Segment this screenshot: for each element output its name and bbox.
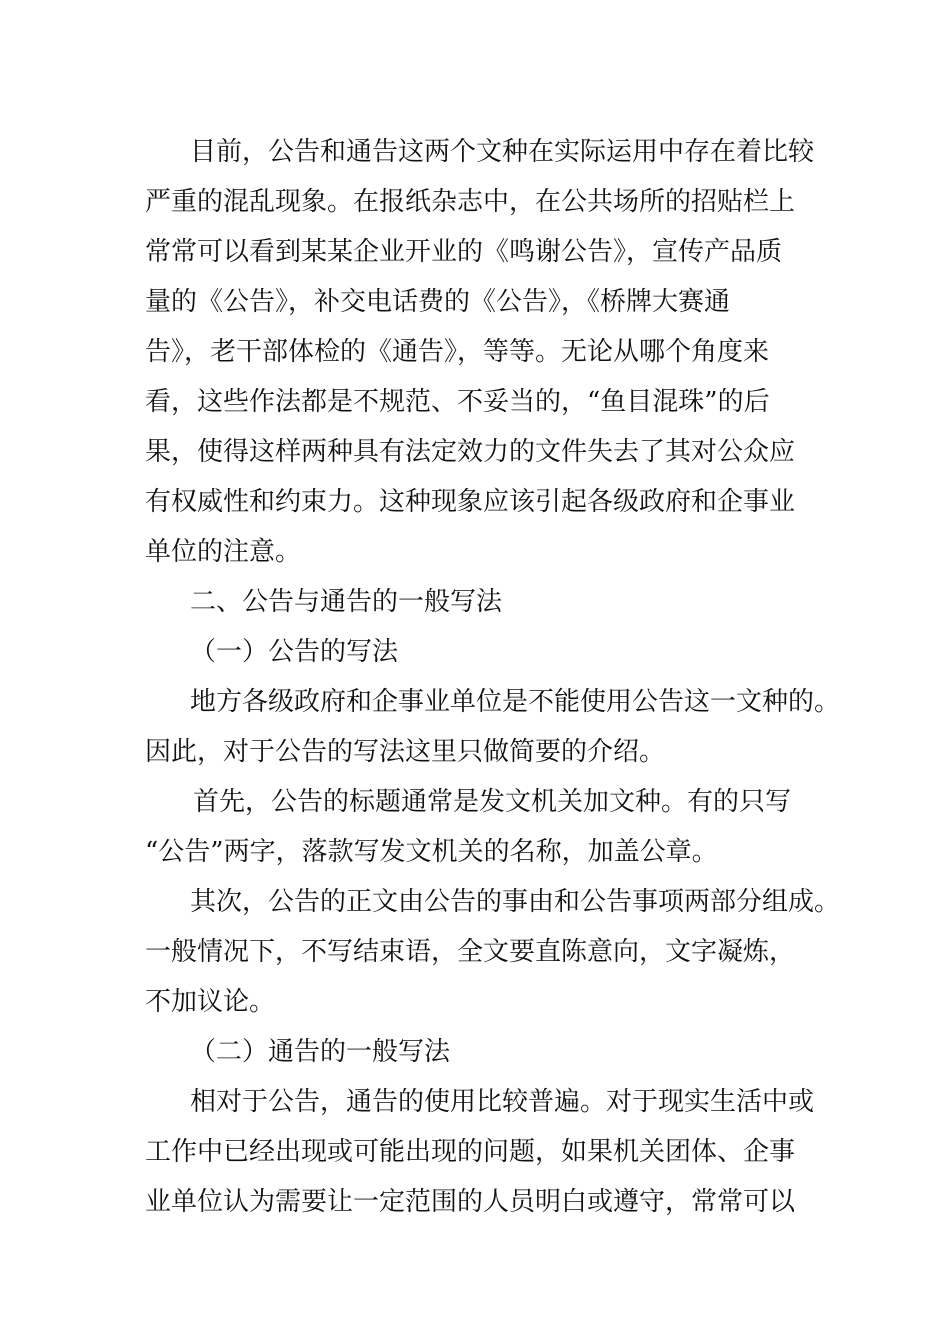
text-line: 首先，公告的标题通常是发文机关加文种。有的只写 [193, 787, 792, 817]
text-line: 不加议论。 [145, 987, 276, 1017]
text-line: 其次，公告的正文由公告的事由和公告事项两部分组成。 [190, 887, 841, 917]
subsection-heading: （一）公告的写法 [190, 637, 399, 667]
text-line: 地方各级政府和企事业单位是不能使用公告这一文种的。 [190, 687, 841, 717]
text-line: 果，使得这样两种具有法定效力的文件失去了其对公众应 [145, 437, 796, 467]
text-line: 告》，老干部体检的《通告》，等等。无论从哪个角度来 [145, 337, 770, 367]
text-line: 因此，对于公告的写法这里只做简要的介绍。 [145, 737, 666, 767]
text-line: 量的《公告》，补交电话费的《公告》，《桥牌大赛通 [145, 287, 731, 317]
text-line: 相对于公告，通告的使用比较普遍。对于现实生活中或 [190, 1087, 815, 1117]
text-line: “公告”两字，落款写发文机关的名称，加盖公章。 [145, 837, 718, 867]
text-line: 常常可以看到某某企业开业的《鸣谢公告》，宣传产品质 [145, 237, 783, 267]
text-line: 一般情况下，不写结束语，全文要直陈意向，文字凝炼， [145, 937, 796, 967]
text-line: 看，这些作法都是不规范、不妥当的，“鱼目混珠”的后 [145, 387, 770, 417]
subsection-heading: （二）通告的一般写法 [190, 1037, 451, 1067]
text-line: 有权威性和约束力。这种现象应该引起各级政府和企事业 [145, 487, 796, 517]
text-line: 工作中已经出现或可能出现的问题，如果机关团体、企事 [145, 1137, 796, 1167]
text-line: 严重的混乱现象。在报纸杂志中，在公共场所的招贴栏上 [145, 187, 796, 217]
text-line: 业单位认为需要让一定范围的人员明白或遵守，常常可以 [145, 1187, 796, 1217]
section-heading: 二、公告与通告的一般写法 [190, 587, 503, 617]
text-line: 目前，公告和通告这两个文种在实际运用中存在着比较 [190, 137, 815, 167]
text-line: 单位的注意。 [145, 537, 302, 567]
